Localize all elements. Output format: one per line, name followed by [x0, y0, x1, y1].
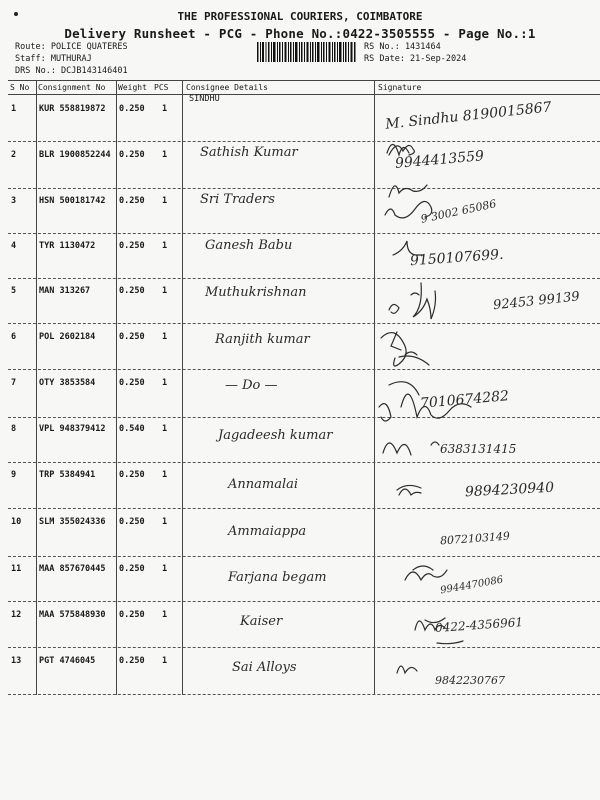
row-sno: 11 — [11, 564, 22, 574]
col-divider — [182, 80, 183, 695]
table-header — [8, 80, 600, 94]
row-weight: 0.250 — [119, 610, 145, 620]
row-pcs: 1 — [162, 564, 168, 574]
row-weight: 0.250 — [119, 150, 145, 160]
signature-8: 6383131415 — [440, 442, 517, 456]
row-weight: 0.250 — [119, 564, 145, 574]
rs-number: RS No.: 1431464 — [364, 42, 441, 52]
col-pcs: PCS — [154, 83, 169, 92]
consignee-handwritten: Kaiser — [240, 614, 283, 629]
runsheet-subtitle: Delivery Runsheet - PCG - Phone No.:0422-3505555 - Page No.:1 — [64, 26, 536, 41]
consignee-handwritten: — Do — — [225, 378, 278, 393]
row-pcs: 1 — [162, 104, 168, 114]
col-consignee: Consignee Details — [186, 83, 268, 92]
row-weight: 0.250 — [119, 241, 145, 251]
row-weight: 0.250 — [119, 517, 145, 527]
row-pcs: 1 — [162, 517, 168, 527]
row-pcs: 1 — [162, 196, 168, 206]
row-weight: 0.250 — [119, 196, 145, 206]
row-pcs: 1 — [162, 378, 168, 388]
drs-number: DRS No.: DCJB143146401 — [15, 66, 128, 76]
row-sno: 10 — [11, 517, 22, 527]
company-title: THE PROFESSIONAL COURIERS, COIMBATORE — [177, 10, 423, 23]
rs-date: RS Date: 21-Sep-2024 — [364, 54, 467, 64]
row-sno: 12 — [11, 610, 22, 620]
row-sno: 1 — [11, 104, 17, 114]
row-pcs: 1 — [162, 286, 168, 296]
row-consignment: TRP 5384941 — [39, 470, 96, 480]
row-pcs: 1 — [162, 610, 168, 620]
row-sno: 13 — [11, 656, 22, 666]
consignee-handwritten: Sai Alloys — [232, 660, 297, 675]
row-pcs: 1 — [162, 150, 168, 160]
row-consignment: PGT 4746045 — [39, 656, 96, 666]
row-sno: 2 — [11, 150, 17, 160]
row-pcs: 1 — [162, 424, 168, 434]
row-sno: 3 — [11, 196, 17, 206]
row-consignment: KUR 558819872 — [39, 104, 106, 114]
row-sno: 6 — [11, 332, 17, 342]
consignee-handwritten: Ranjith kumar — [215, 332, 310, 347]
row-pcs: 1 — [162, 241, 168, 251]
row-consignment: VPL 948379412 — [39, 424, 106, 434]
signature-1: M. Sindhu 8190015867 — [384, 99, 553, 133]
row-consignment: MAA 575848930 — [39, 610, 106, 620]
col-sno: S No — [10, 83, 30, 92]
consignee-handwritten: Sri Traders — [200, 192, 275, 207]
row-weight: 0.250 — [119, 104, 145, 114]
signature-9: 9894230940 — [464, 479, 555, 501]
signature-scribbles — [375, 95, 600, 695]
col-divider — [116, 80, 117, 695]
col-divider — [36, 80, 37, 695]
row-sno: 8 — [11, 424, 17, 434]
consignee-handwritten: Annamalai — [228, 477, 299, 492]
col-consignment: Consignment No — [38, 83, 106, 92]
consignee-handwritten: Jagadeesh kumar — [218, 428, 333, 443]
consignee-handwritten: Farjana begam — [228, 570, 327, 585]
row-weight: 0.250 — [119, 656, 145, 666]
row-weight: 0.250 — [119, 470, 145, 480]
route-label: Route: POLICE QUATERES — [15, 42, 128, 52]
signature-12: 0422-4356961 — [434, 614, 524, 636]
signature-11: 9944470086 — [439, 574, 505, 597]
signature-13: 9842230767 — [435, 674, 505, 687]
row-consignment: MAN 313267 — [39, 286, 91, 296]
row-sno: 5 — [11, 286, 17, 296]
barcode-image — [257, 42, 357, 62]
row-consignment: TYR 1130472 — [39, 241, 96, 251]
row-consignment: BLR 1900852244 — [39, 150, 111, 160]
consignee-handwritten: Ammaiappa — [228, 524, 307, 539]
row-sno: 7 — [11, 378, 17, 388]
row-sno: 9 — [11, 470, 17, 480]
consignee-handwritten: Ganesh Babu — [205, 238, 293, 253]
signature-7: 7010674282 — [419, 388, 510, 412]
row-consignment: SLM 355024336 — [39, 517, 106, 527]
consignee-handwritten: Muthukrishnan — [205, 285, 307, 300]
row-consignment: MAA 857670445 — [39, 564, 106, 574]
signature-5: 92453 99139 — [492, 289, 581, 314]
row-consignment: OTY 3853584 — [39, 378, 96, 388]
row-consignment: POL 2602184 — [39, 332, 96, 342]
signature-10: 8072103149 — [439, 529, 511, 548]
col-weight: Weight — [118, 83, 147, 92]
row-weight: 0.540 — [119, 424, 145, 434]
row-weight: 0.250 — [119, 286, 145, 296]
row-sno: 4 — [11, 241, 17, 251]
consignee-handwritten: Sathish Kumar — [200, 145, 298, 160]
signature-4: 9150107699. — [409, 246, 504, 270]
staff-label: Staff: MUTHURAJ — [15, 54, 92, 64]
row-consignee: SINDHU — [189, 94, 220, 104]
signature-3: 9 3002 65086 — [419, 197, 498, 226]
signature-2: 9944413559 — [394, 148, 485, 172]
row-weight: 0.250 — [119, 332, 145, 342]
row-pcs: 1 — [162, 656, 168, 666]
row-pcs: 1 — [162, 470, 168, 480]
row-weight: 0.250 — [119, 378, 145, 388]
col-signature: Signature — [378, 83, 422, 92]
row-consignment: HSN 500181742 — [39, 196, 106, 206]
row-pcs: 1 — [162, 332, 168, 342]
